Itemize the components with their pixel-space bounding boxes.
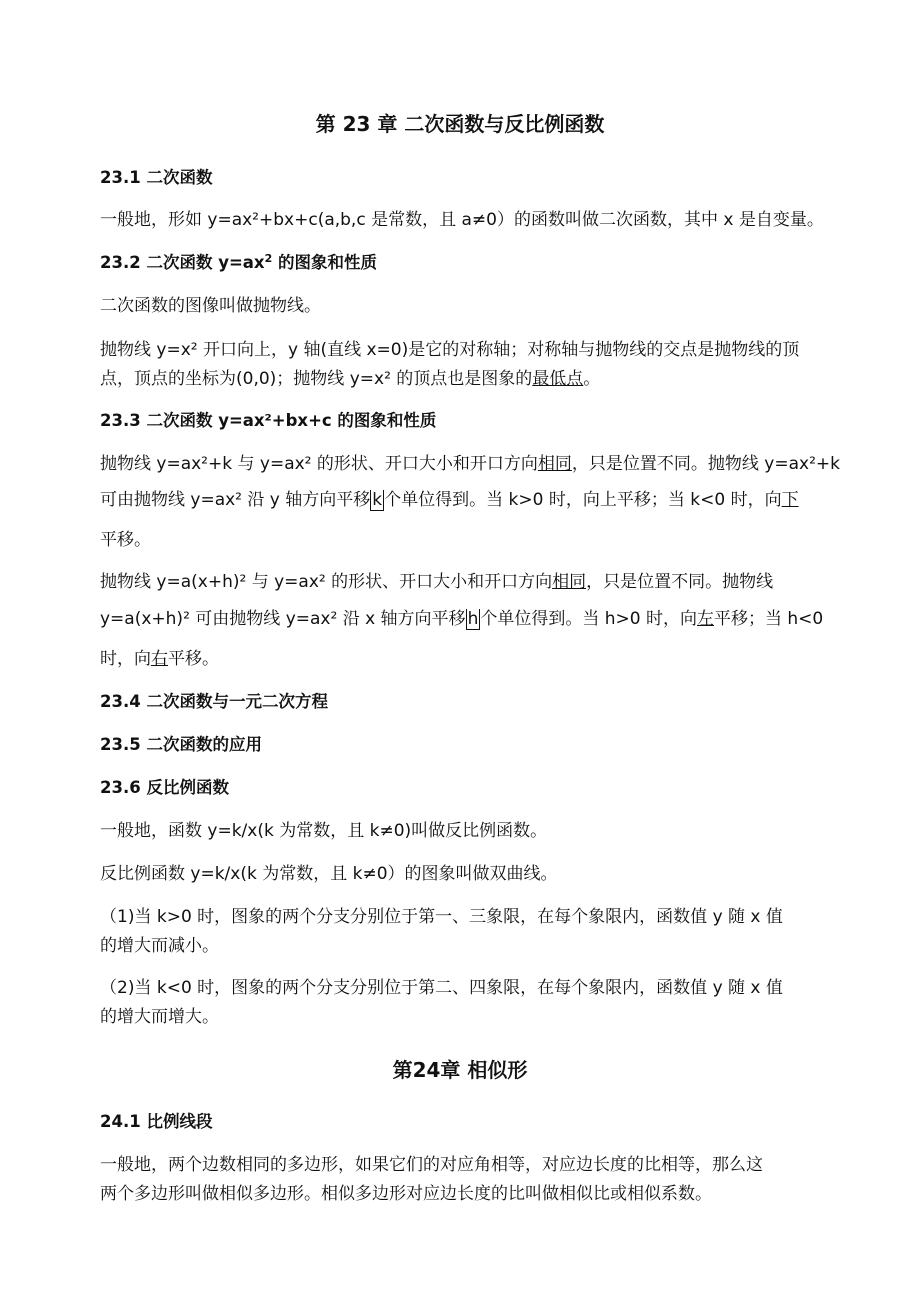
section-24-1-heading: 24.1 比例线段 bbox=[100, 1112, 213, 1131]
section-23-3-paragraph-1-line-3: 平移。 bbox=[100, 530, 151, 550]
chapter-24-title: 第24章 相似形 bbox=[392, 1058, 528, 1082]
section-23-5-heading: 23.5 二次函数的应用 bbox=[100, 735, 262, 754]
section-23-2-paragraph-2-line-1: 抛物线 y=x² 开口向上，y 轴(直线 x=0)是它的对称轴；对称轴与抛物线的交点是抛物线的顶 bbox=[100, 340, 800, 360]
section-23-6-paragraph-3-line-1: （1)当 k>0 时，图象的两个分支分别位于第一、三象限，在每个象限内，函数值 y 随 x 值 bbox=[100, 907, 783, 927]
lowest-point-term: 最低点 bbox=[532, 369, 584, 389]
section-23-1-heading: 23.1 二次函数 bbox=[100, 168, 213, 187]
section-23-3-paragraph-1-line-2: 可由抛物线 y=ax² 沿 y 轴方向平移 k 个单位得到。当 k>0 时，向上平移；当 k<0 时，向下 bbox=[100, 490, 799, 510]
chapter-23-title: 第 23 章 二次函数与反比例函数 bbox=[315, 112, 605, 136]
abs-h-expression: h bbox=[467, 609, 479, 629]
section-23-3-paragraph-2-line-2: y=a(x+h)² 可由抛物线 y=ax² 沿 x 轴方向平移 h 个单位得到。当 h>0 时，向左平移；当 h<0 bbox=[100, 609, 824, 629]
section-24-1-paragraph-line-1: 一般地，两个边数相同的多边形，如果它们的对应角相等，对应边长度的比相等，那么这 bbox=[100, 1155, 763, 1175]
section-23-6-paragraph-3-line-2: 的增大而减小。 bbox=[100, 936, 219, 956]
section-23-6-paragraph-4-line-2: 的增大而增大。 bbox=[100, 1007, 219, 1027]
section-23-2-paragraph-2-line-2: 点，顶点的坐标为(0,0)；抛物线 y=x² 的顶点也是图象的最低点。 bbox=[100, 369, 601, 389]
section-23-1-paragraph: 一般地，形如 y=ax²+bx+c(a,b,c 是常数，且 a≠0）的函数叫做二次函数，其中 x 是自变量。 bbox=[100, 210, 824, 230]
section-23-3-paragraph-2-line-3: 时，向右平移。 bbox=[100, 649, 219, 669]
section-24-1-paragraph-line-2: 两个多边形叫做相似多边形。相似多边形对应边长度的比叫做相似比或相似系数。 bbox=[100, 1184, 712, 1204]
section-23-6-paragraph-2: 反比例函数 y=k/x(k 为常数，且 k≠0）的图象叫做双曲线。 bbox=[100, 864, 558, 884]
section-23-3-paragraph-2-line-1: 抛物线 y=a(x+h)² 与 y=ax² 的形状、开口大小和开口方向相同，只是位置不同。抛物线 bbox=[100, 572, 774, 592]
section-23-6-paragraph-4-line-1: （2)当 k<0 时，图象的两个分支分别位于第二、四象限，在每个象限内，函数值 y 随 x 值 bbox=[100, 978, 783, 998]
section-23-6-heading: 23.6 反比例函数 bbox=[100, 778, 229, 797]
section-23-6-paragraph-1: 一般地，函数 y=k/x(k 为常数，且 k≠0)叫做反比例函数。 bbox=[100, 821, 548, 841]
section-23-3-heading: 23.3 二次函数 y=ax²+bx+c 的图象和性质 bbox=[100, 411, 437, 430]
section-23-2-heading: 23.2 二次函数 $y=ax^2$ 的图象和性质 bbox=[100, 252, 377, 272]
section-23-4-heading: 23.4 二次函数与一元二次方程 bbox=[100, 692, 328, 711]
section-23-3-paragraph-1-line-1: 抛物线 y=ax²+k 与 y=ax² 的形状、开口大小和开口方向相同，只是位置不同。抛物线 y=ax²+k bbox=[100, 454, 840, 474]
abs-k-expression: k bbox=[372, 490, 383, 510]
section-23-2-paragraph-1: 二次函数的图像叫做抛物线。 bbox=[100, 296, 321, 316]
